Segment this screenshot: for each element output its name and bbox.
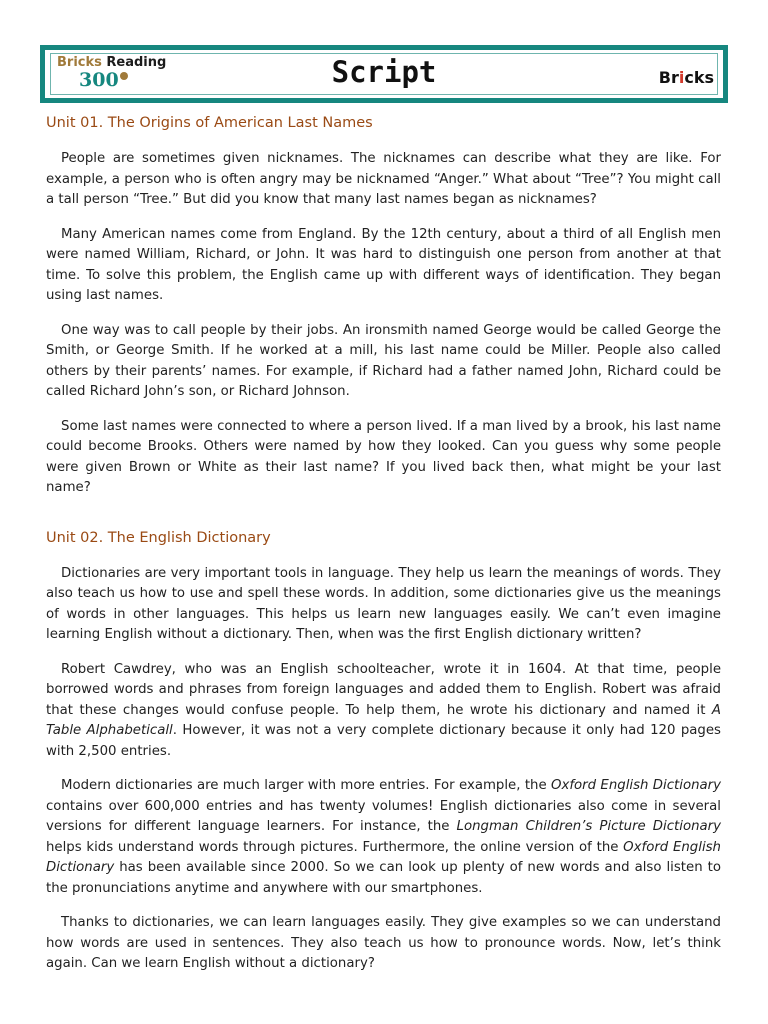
brand-word-reading: Reading — [106, 55, 167, 70]
script-content — [46, 112, 721, 989]
unit-1-paragraph-1: People are sometimes given nicknames. The nicknames can describe what they are like. For example, a person who is often angry may be nicknamed “Anger.” What about “Tree”? You might call a tall person “Tree.” But did you know that many last names began as nicknames? — [46, 151, 721, 207]
book-title-table-alphabeticall: A Table Alphabeticall — [46, 702, 721, 738]
unit-2-paragraph-2: Robert Cawdrey, who was an English schoolteacher, wrote it in 1604. At that time, people borrowed words and phrases from foreign languages and added them to English. Robert was afraid that these changes would confuse people. To help them, he wrote his dictionary and named it A Table Alphabeticall. However, it was not a very complete dictionary because it only had 120 pages with 2,500 entries. — [46, 661, 721, 759]
bricks-logo: Bricks — [658, 68, 714, 87]
unit-2-paragraph-1: Dictionaries are very important tools in language. They help us learn the meanings of words. They also teach us how to use and spell these words. In addition, some dictionaries give us the meanings of words in other languages. This helps us learn new languages easily. We can’t even imagine learning English without a dictionary. Then, when was the first English dictionary written? — [46, 565, 721, 642]
unit-2-title: Unit 02. The English Dictionary — [46, 529, 271, 546]
book-title-oxford-online: Oxford English Dictionary — [46, 839, 721, 875]
book-title-longman: Longman Children’s Picture Dictionary — [456, 819, 721, 834]
brand-word-bricks: Bricks — [57, 55, 102, 70]
book-title-oxford: Oxford English Dictionary — [551, 778, 721, 793]
unit-2-paragraph-4: Thanks to dictionaries, we can learn languages easily. They give examples so we can understand how words are used in sentences. They also teach us how to pronounce words. Now, let’s think again. Can we learn English without a dictionary? — [46, 915, 721, 971]
page-title: Script — [331, 55, 437, 89]
brand-number: 300 — [79, 69, 119, 91]
unit-1-title: Unit 01. The Origins of American Last Names — [46, 115, 373, 131]
page-header — [40, 45, 728, 103]
unit-2-paragraph-3: Modern dictionaries are much larger with more entries. For example, the Oxford English Dictionary contains over 600,000 entries and has twenty volumes! English dictionaries also come in several versions for different language learners. For instance, the Longman Children’s Picture Dictionary helps kids understand words through pictures. Furthermore, the online version of the Oxford English Dictionary has been available since 2000. So we can look up plenty of new words and also listen to the pronunciations anytime and anywhere with our smartphones. — [46, 778, 721, 896]
unit-1-paragraph-4: Some last names were connected to where a person lived. If a man lived by a brook, his last name could become Brooks. Others were named by how they looked. Can you guess why some people were given Brown or White as their last name? If you lived back then, what might be your last name? — [46, 418, 721, 495]
unit-1-paragraph-2: Many American names come from England. By the 12th century, about a third of all English men were named William, Richard, or John. It was hard to distinguish one person from another at that time. To solve this problem, the English came up with different ways of identification. They began using last names. — [46, 226, 721, 303]
unit-1-paragraph-3: One way was to call people by their jobs. An ironsmith named George would be called George the Smith, or George Smith. If he worked at a mill, his last name could be Miller. People also called others by their parents’ names. For example, if Richard had a father named John, Richard could be called Richard John’s son, or Richard Johnson. — [46, 322, 721, 399]
